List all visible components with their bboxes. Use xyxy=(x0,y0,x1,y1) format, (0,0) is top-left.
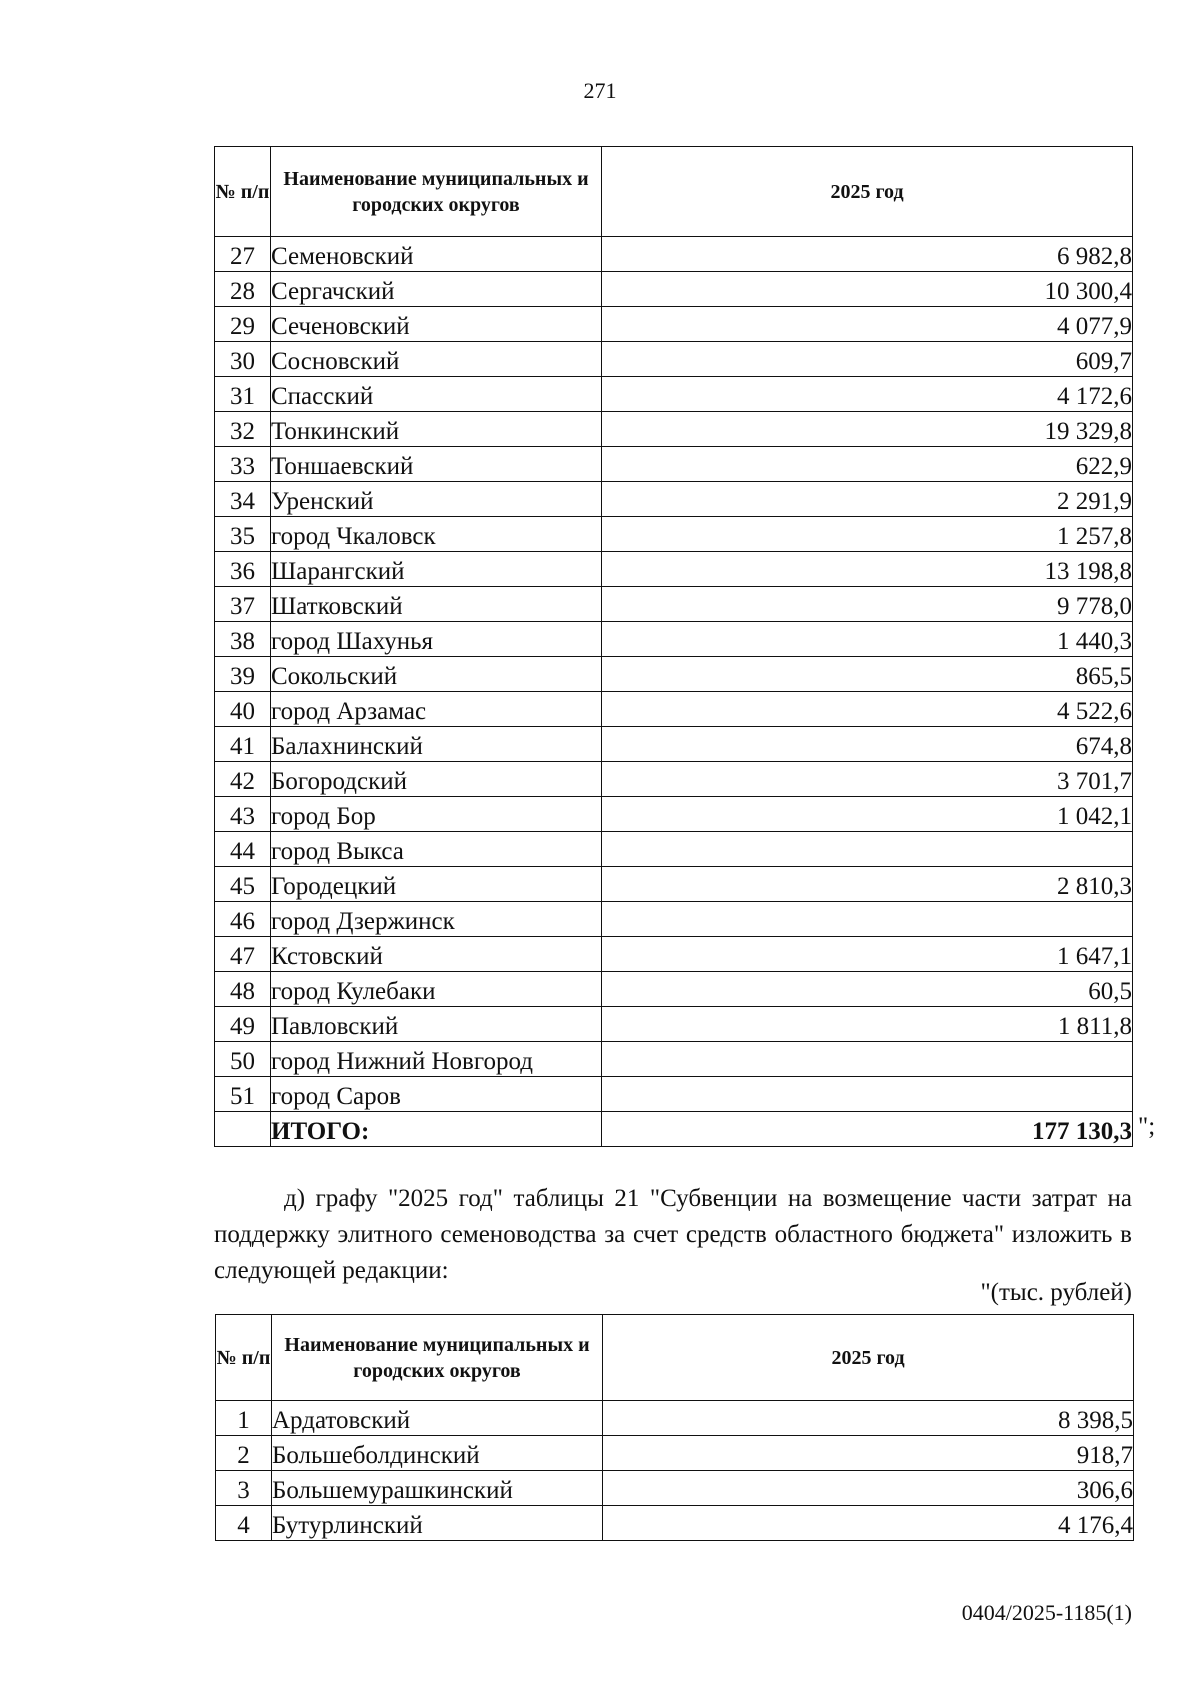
row-value: 622,9 xyxy=(602,447,1133,482)
row-number: 2 xyxy=(216,1436,272,1471)
municipality-name: Тоншаевский xyxy=(271,447,602,482)
row-value: 19 329,8 xyxy=(602,412,1133,447)
table-row xyxy=(215,1077,1133,1112)
row-value: 9 778,0 xyxy=(602,587,1133,622)
table-row xyxy=(215,1007,1133,1042)
table-row xyxy=(215,587,1133,622)
row-value: 674,8 xyxy=(602,727,1133,762)
municipality-name: город Чкаловск xyxy=(271,517,602,552)
total-num-cell xyxy=(215,1112,271,1147)
row-value: 6 982,8 xyxy=(602,237,1133,272)
table-row xyxy=(215,447,1133,482)
row-value: 1 042,1 xyxy=(602,797,1133,832)
table-header-row xyxy=(216,1315,1134,1401)
municipality-name: Балахнинский xyxy=(271,727,602,762)
row-value xyxy=(602,902,1133,937)
row-value: 609,7 xyxy=(602,342,1133,377)
row-value: 4 176,4 xyxy=(603,1506,1134,1541)
header-name: Наименование муниципальных и городских округов xyxy=(272,1315,603,1401)
row-value: 13 198,8 xyxy=(602,552,1133,587)
table-body xyxy=(215,237,1133,1112)
closing-quote-mark: "; xyxy=(1138,1113,1156,1140)
header-name: Наименование муниципальных и городских округов xyxy=(271,147,602,237)
row-number: 45 xyxy=(215,867,271,902)
row-number: 31 xyxy=(215,377,271,412)
municipality-name: Сокольский xyxy=(271,657,602,692)
row-value xyxy=(602,1042,1133,1077)
table-row xyxy=(215,797,1133,832)
amendment-text: д) графу "2025 год" таблицы 21 "Субвенции на возмещение части затрат на поддержку элитного семеноводства за счет средств областного бюджета" изложить в следующей редакции: xyxy=(214,1185,1132,1284)
row-value: 4 522,6 xyxy=(602,692,1133,727)
municipality-name: Сеченовский xyxy=(271,307,602,342)
table-row xyxy=(215,692,1133,727)
row-value: 8 398,5 xyxy=(603,1401,1134,1436)
table-row xyxy=(215,482,1133,517)
row-value: 2 810,3 xyxy=(602,867,1133,902)
row-number: 47 xyxy=(215,937,271,972)
row-value: 4 172,6 xyxy=(602,377,1133,412)
row-number: 29 xyxy=(215,307,271,342)
row-number: 37 xyxy=(215,587,271,622)
row-value: 2 291,9 xyxy=(602,482,1133,517)
table-body xyxy=(216,1401,1134,1541)
row-number: 48 xyxy=(215,972,271,1007)
header-num: № п/п xyxy=(216,1315,272,1401)
row-number: 50 xyxy=(215,1042,271,1077)
table-row xyxy=(216,1471,1134,1506)
row-value: 3 701,7 xyxy=(602,762,1133,797)
table-row xyxy=(215,832,1133,867)
total-row xyxy=(215,1112,1133,1147)
table-row xyxy=(215,272,1133,307)
row-value: 918,7 xyxy=(603,1436,1134,1471)
municipality-name: город Дзержинск xyxy=(271,902,602,937)
table-row xyxy=(215,307,1133,342)
municipality-name: город Выкса xyxy=(271,832,602,867)
municipality-name: город Арзамас xyxy=(271,692,602,727)
row-value: 4 077,9 xyxy=(602,307,1133,342)
municipality-name: город Бор xyxy=(271,797,602,832)
table-row xyxy=(216,1506,1134,1541)
row-value: 10 300,4 xyxy=(602,272,1133,307)
units-label: "(тыс. рублей) xyxy=(980,1279,1132,1306)
table-row xyxy=(215,237,1133,272)
seed-subsidy-table xyxy=(215,1314,1134,1541)
amendment-paragraph xyxy=(214,1181,1132,1289)
row-number: 1 xyxy=(216,1401,272,1436)
table-header-row xyxy=(215,147,1133,237)
total-label: ИТОГО: xyxy=(271,1112,602,1147)
municipality-name: Большеболдинский xyxy=(272,1436,603,1471)
row-number: 43 xyxy=(215,797,271,832)
municipality-name: город Кулебаки xyxy=(271,972,602,1007)
row-number: 51 xyxy=(215,1077,271,1112)
row-number: 34 xyxy=(215,482,271,517)
municipality-name: Ардатовский xyxy=(272,1401,603,1436)
header-num: № п/п xyxy=(215,147,271,237)
municipality-name: Уренский xyxy=(271,482,602,517)
table-row xyxy=(215,902,1133,937)
table-row xyxy=(215,937,1133,972)
table-row xyxy=(215,552,1133,587)
table-row xyxy=(215,517,1133,552)
row-number: 4 xyxy=(216,1506,272,1541)
municipality-name: Тонкинский xyxy=(271,412,602,447)
table-row xyxy=(215,972,1133,1007)
row-number: 40 xyxy=(215,692,271,727)
row-number: 49 xyxy=(215,1007,271,1042)
header-year: 2025 год xyxy=(602,147,1133,237)
row-value: 865,5 xyxy=(602,657,1133,692)
table-row xyxy=(215,412,1133,447)
row-value: 1 440,3 xyxy=(602,622,1133,657)
municipality-name: Богородский xyxy=(271,762,602,797)
row-number: 42 xyxy=(215,762,271,797)
municipality-name: Сергачский xyxy=(271,272,602,307)
row-value: 1 257,8 xyxy=(602,517,1133,552)
table-row xyxy=(216,1436,1134,1471)
row-number: 30 xyxy=(215,342,271,377)
municipality-name: Шарангский xyxy=(271,552,602,587)
municipality-name: город Саров xyxy=(271,1077,602,1112)
row-number: 41 xyxy=(215,727,271,762)
municipality-name: Спасский xyxy=(271,377,602,412)
table-row xyxy=(215,622,1133,657)
row-number: 3 xyxy=(216,1471,272,1506)
document-code: 0404/2025-1185(1) xyxy=(961,1600,1132,1625)
row-value: 1 647,1 xyxy=(602,937,1133,972)
municipality-name: Сосновский xyxy=(271,342,602,377)
municipality-name: Павловский xyxy=(271,1007,602,1042)
table-row xyxy=(215,762,1133,797)
row-number: 33 xyxy=(215,447,271,482)
row-number: 38 xyxy=(215,622,271,657)
row-number: 27 xyxy=(215,237,271,272)
subsidy-table-continued xyxy=(214,146,1133,1147)
table-row xyxy=(215,342,1133,377)
municipality-name: Бутурлинский xyxy=(272,1506,603,1541)
row-number: 46 xyxy=(215,902,271,937)
table-row xyxy=(215,1042,1133,1077)
row-number: 44 xyxy=(215,832,271,867)
municipality-name: город Нижний Новгород xyxy=(271,1042,602,1077)
page-number: 271 xyxy=(583,78,617,103)
row-value: 1 811,8 xyxy=(602,1007,1133,1042)
table-row xyxy=(215,377,1133,412)
table-row xyxy=(215,867,1133,902)
municipality-name: Большемурашкинский xyxy=(272,1471,603,1506)
header-year: 2025 год xyxy=(603,1315,1134,1401)
row-value xyxy=(602,832,1133,867)
municipality-name: Кстовский xyxy=(271,937,602,972)
municipality-name: город Шахунья xyxy=(271,622,602,657)
total-value: 177 130,3 xyxy=(602,1112,1133,1147)
table-row xyxy=(215,657,1133,692)
row-number: 39 xyxy=(215,657,271,692)
table-row xyxy=(216,1401,1134,1436)
row-number: 28 xyxy=(215,272,271,307)
row-value: 306,6 xyxy=(603,1471,1134,1506)
row-value: 60,5 xyxy=(602,972,1133,1007)
table-row xyxy=(215,727,1133,762)
municipality-name: Городецкий xyxy=(271,867,602,902)
row-number: 36 xyxy=(215,552,271,587)
municipality-name: Семеновский xyxy=(271,237,602,272)
row-number: 35 xyxy=(215,517,271,552)
municipality-name: Шатковский xyxy=(271,587,602,622)
row-value xyxy=(602,1077,1133,1112)
row-number: 32 xyxy=(215,412,271,447)
